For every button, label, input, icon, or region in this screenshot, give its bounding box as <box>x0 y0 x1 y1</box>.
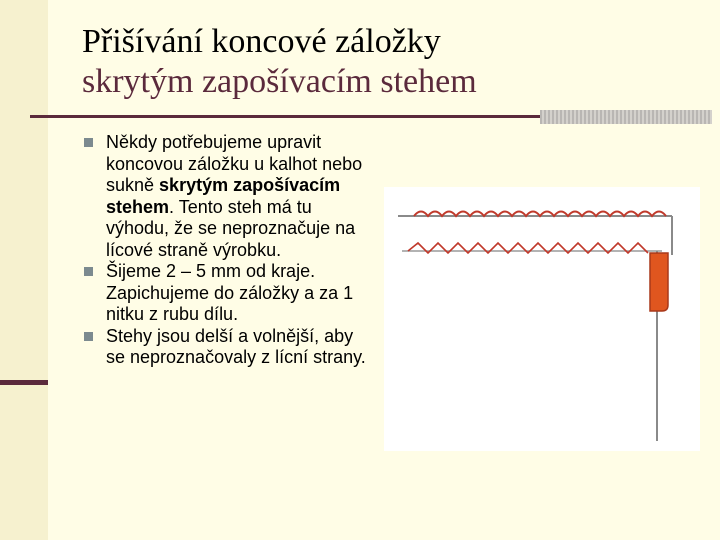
title-line-2: skrytým zapošívacím stehem <box>82 63 477 100</box>
title-underline-grey-block <box>540 110 712 124</box>
hem-fold-piece <box>650 253 668 311</box>
bullet-list <box>84 132 374 369</box>
bullet-item-2 <box>84 261 374 326</box>
bullet-item-3 <box>84 326 374 369</box>
square-bullet-icon <box>84 332 93 341</box>
left-accent-bar <box>0 380 48 385</box>
bullet-2-text: Šijeme 2 – 5 mm od kraje. Zapichujeme do záložky a za 1 nitku z rubu dílu. <box>106 261 354 324</box>
bullet-1-text: Někdy potřebujeme upravit koncovou záložku u kalhot nebo sukně <box>106 132 363 195</box>
bullet-3-text: Stehy jsou delší a volnější, aby se neproznačovaly z lícní strany. <box>106 325 366 367</box>
hem-stitch-drawing <box>384 187 700 451</box>
bullet-1-bold-text: skrytým zapošívacím stehem <box>106 175 341 217</box>
square-bullet-icon <box>84 138 93 147</box>
title-line-1: Přišívání koncové záložky <box>82 23 441 60</box>
left-decorative-band <box>0 0 48 540</box>
square-bullet-icon <box>84 267 93 276</box>
hem-stitch-illustration-icon <box>384 187 700 451</box>
bullet-item-1 <box>84 132 374 261</box>
slide-title <box>82 22 477 102</box>
title-underline <box>30 115 540 118</box>
bullet-1-text-end: . Tento steh má tu výhodu, že se neproznačuje na lícové straně výrobku. <box>106 196 356 260</box>
